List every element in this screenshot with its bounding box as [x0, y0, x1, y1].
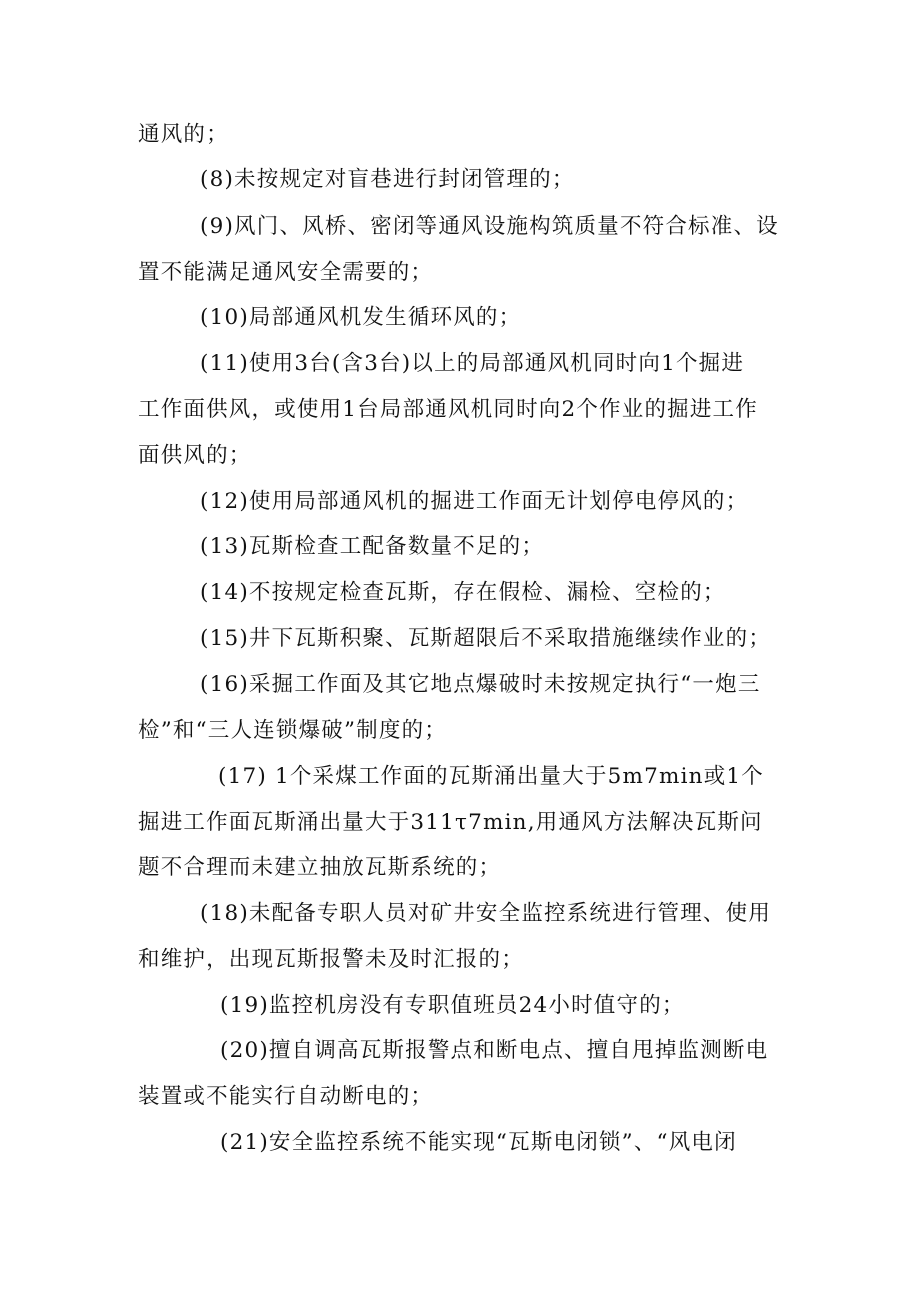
text-line-1: 通风的；: [138, 122, 229, 147]
text-line-6: (11)使用3台(含3台)以上的局部通风机同时向1个掘进: [200, 351, 745, 376]
text-line-18: (18)未配备专职人员对矿井安全监控系统进行管理、使用: [200, 901, 772, 926]
text-line-19: 和维护，出现瓦斯报警未及时汇报的；: [138, 947, 524, 972]
text-line-3: (9)风门、风桥、密闭等通风设施构筑质量不符合标准、设: [200, 214, 779, 239]
text-line-11: (14)不按规定检查瓦斯，存在假检、漏检、空检的；: [200, 580, 726, 605]
text-line-16: 掘进工作面瓦斯涌出量大于311τ7min,用通风方法解决瓦斯问: [138, 810, 763, 835]
text-line-13: (16)采掘工作面及其它地点爆破时未按规定执行“一炮三: [200, 672, 761, 697]
text-line-12: (15)井下瓦斯积聚、瓦斯超限后不采取措施继续作业的；: [200, 626, 772, 651]
text-line-23: (21)安全监控系统不能实现“瓦斯电闭锁”、“风电闭: [220, 1130, 737, 1155]
text-line-2: (8)未按规定对盲巷进行封闭管理的；: [200, 167, 575, 192]
text-line-14: 检”和“三人连锁爆破”制度的；: [138, 718, 447, 743]
text-line-20: (19)监控机房没有专职值班员24小时值守的；: [220, 993, 685, 1018]
text-line-9: (12)使用局部通风机的掘进工作面无计划停电停风的；: [200, 489, 749, 514]
text-line-7: 工作面供风，或使用1台局部通风机同时向2个作业的掘进工作: [138, 397, 758, 422]
text-line-10: (13)瓦斯检查工配备数量不足的；: [200, 534, 545, 559]
text-line-4: 置不能满足通风安全需要的；: [138, 260, 434, 285]
text-line-15: (17) 1个采煤工作面的瓦斯涌出量大于5m7min或1个: [218, 764, 764, 789]
text-line-8: 面供风的；: [138, 443, 252, 468]
text-line-17: 题不合理而未建立抽放瓦斯系统的；: [138, 855, 502, 880]
text-line-22: 装置或不能实行自动断电的；: [138, 1084, 434, 1109]
text-line-21: (20)擅自调高瓦斯报警点和断电点、擅自甩掉监测断电: [220, 1038, 769, 1063]
text-line-5: (10)局部通风机发生循环风的；: [200, 305, 522, 330]
